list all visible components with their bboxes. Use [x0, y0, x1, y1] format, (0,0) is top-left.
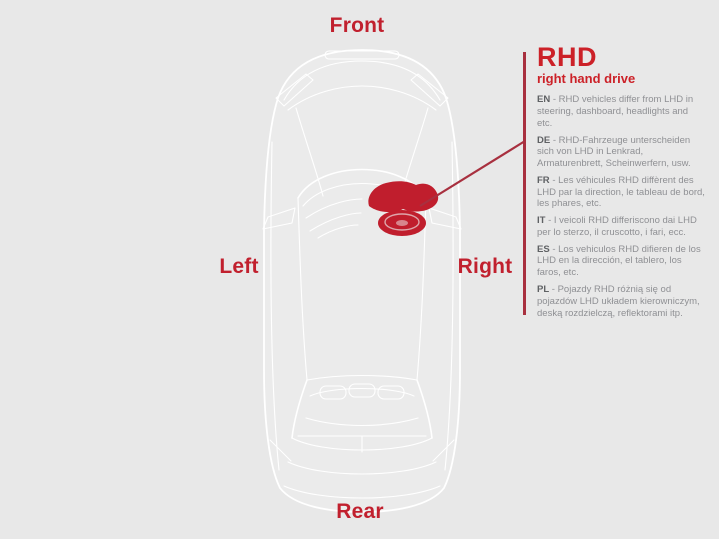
rear-label: Rear	[336, 500, 384, 523]
front-label: Front	[329, 14, 385, 37]
right-label: Right	[457, 255, 513, 278]
panel-title: RHD	[537, 42, 597, 72]
panel-vertical-rule	[523, 52, 526, 315]
separator: -	[552, 94, 557, 106]
panel-subtitle: right hand drive	[537, 71, 636, 86]
lang-code: FR	[537, 174, 550, 186]
rhd-info-panel	[537, 44, 705, 324]
separator: -	[548, 215, 552, 227]
lang-text: RHD-Fahrzeuge unterscheiden sich von LHD in Lenkrad, Armaturenbrett, Scheinwerfern, usw.	[537, 134, 691, 170]
lang-entry-en	[537, 94, 705, 129]
lang-code: DE	[537, 134, 551, 146]
lang-entry-it	[537, 215, 705, 239]
lang-code: IT	[537, 215, 546, 227]
lang-text: Los vehiculos RHD difieren de los LHD en la dirección, el tablero, los faros, etc.	[537, 243, 701, 279]
separator: -	[551, 284, 555, 296]
separator: -	[552, 243, 556, 255]
left-label: Left	[219, 255, 259, 278]
lang-code: PL	[537, 284, 550, 296]
lang-entry-fr	[537, 175, 705, 210]
lang-code: EN	[537, 94, 551, 106]
lang-text: RHD vehicles differ from LHD in steering, dashboard, headlights and etc.	[537, 94, 694, 129]
lang-text: Pojazdy RHD różnią się od pojazdów LHD układem kierowniczym, deską rozdzielczą, reflektorami itp.	[537, 284, 700, 319]
lang-code: ES	[537, 243, 550, 255]
lang-entry-pl	[537, 284, 705, 319]
lang-text: I veicoli RHD differiscono dai LHD per lo sterzo, il cruscotto, i fari, ecc.	[537, 215, 697, 238]
lang-text: Les véhicules RHD diffèrent des LHD par la direction, le tableau de bord, les phares, etc.	[537, 174, 705, 210]
language-entries	[537, 94, 705, 319]
separator: -	[552, 174, 556, 186]
lang-entry-de	[537, 135, 705, 170]
separator: -	[552, 134, 557, 146]
lang-entry-es	[537, 244, 705, 279]
